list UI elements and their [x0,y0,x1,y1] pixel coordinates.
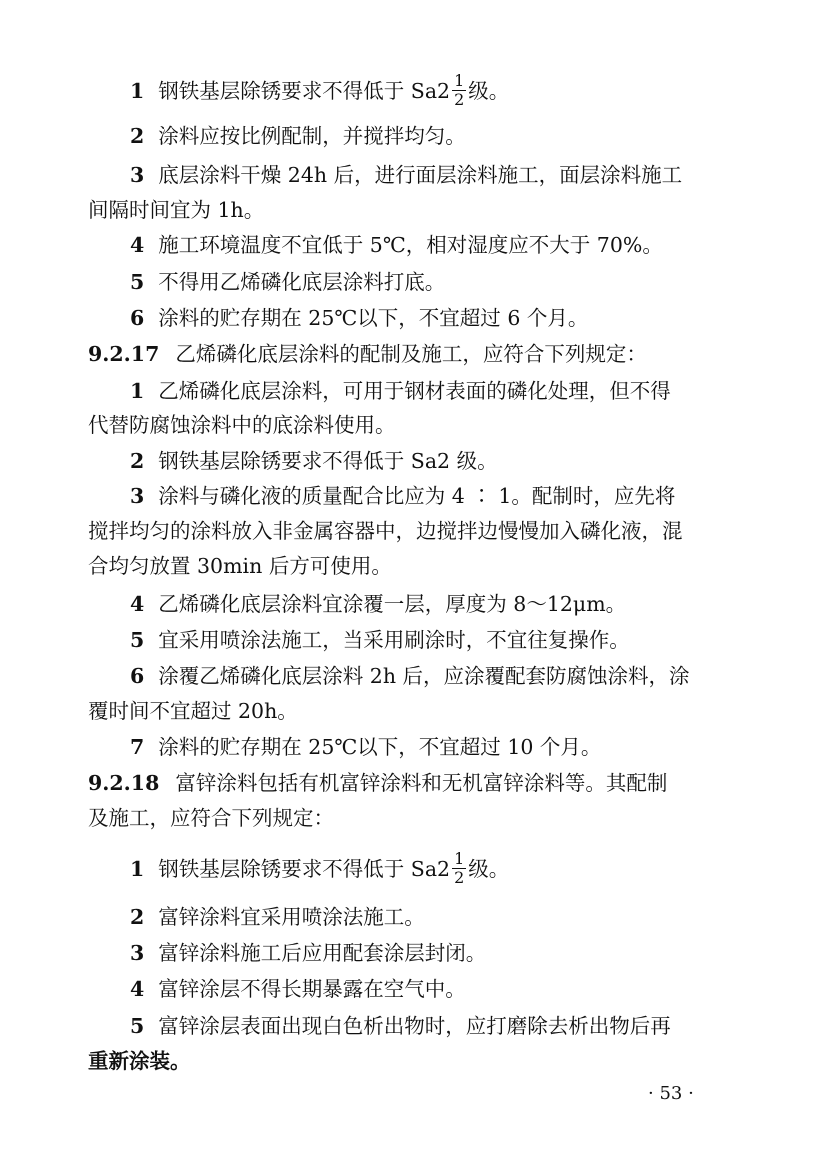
continuation-line: 搅拌均匀的涂料放入非金属容器中，边搅拌边慢慢加入磷化液，混 [88,519,683,543]
list-item: 3 涂料与磷化液的质量配合比应为 4 ∶ 1。配制时，应先将 [130,484,676,508]
item-text: 涂料的贮存期在 25℃以下，不宜超过 10 个月。 [158,735,602,759]
item-text: 宜采用喷涂法施工，当采用刷涂时，不宜往复操作。 [158,628,630,652]
list-item: 5 不得用乙烯磷化底层涂料打底。 [130,270,446,294]
item-text-tail: 级。 [468,79,510,103]
clause-text: 乙烯磷化底层涂料的配制及施工，应符合下列规定： [175,342,647,366]
list-item [130,71,510,111]
list-item: 1 钢铁基层除锈要求不得低于 Sa2 $\frac{1}{2}$ 级。 [130,849,510,887]
list-item: 2 富锌涂料宜采用喷涂法施工。 [130,905,425,929]
clause-number: 9.2.18 [88,771,160,795]
item-text: 涂料的贮存期在 25℃以下，不宜超过 6 个月。 [158,306,589,330]
item-text: 富锌涂料宜采用喷涂法施工。 [158,905,425,929]
list-item: 4 施工环境温度不宜低于 5℃，相对湿度应不大于 70%。 [130,233,663,257]
list-item: 6 涂料的贮存期在 25℃以下，不宜超过 6 个月。 [130,306,589,330]
item-text: 乙烯磷化底层涂料宜涂覆一层，厚度为 8～12μm。 [158,592,627,616]
list-item: 6 涂覆乙烯磷化底层涂料 2h 后，应涂覆配套防腐蚀涂料，涂 [130,664,690,688]
continuation-line: 覆时间不宜超过 20h。 [88,699,298,723]
item-text: 底层涂料干燥 24h 后，进行面层涂料施工，面层涂料施工 [158,163,683,187]
continuation-line: 间隔时间宜为 1h。 [88,198,265,222]
item-text: 富锌涂层不得长期暴露在空气中。 [158,977,466,1001]
item-text: 涂覆乙烯磷化底层涂料 2h 后，应涂覆配套防腐蚀涂料，涂 [158,664,690,688]
list-item: 2 涂料应按比例配制，并搅拌均匀。 [130,124,466,148]
list-item: 5 富锌涂层表面出现白色析出物时，应打磨除去析出物后再 [130,1014,671,1038]
page-number: · 53 · [648,1083,694,1104]
item-text: 施工环境温度不宜低于 5℃，相对湿度应不大于 70%。 [158,233,663,257]
item-text: 涂料与磷化液的质量配合比应为 4 ∶ 1。配制时，应先将 [158,484,676,508]
item-text: 不得用乙烯磷化底层涂料打底。 [158,270,446,294]
clause-heading [88,769,667,797]
list-item: 5 宜采用喷涂法施工，当采用刷涂时，不宜往复操作。 [130,628,630,652]
item-text: 涂料应按比例配制，并搅拌均匀。 [158,124,466,148]
item-text: 钢铁基层除锈要求不得低于 Sa2 级。 [158,449,498,473]
list-item: 4 乙烯磷化底层涂料宜涂覆一层，厚度为 8～12μm。 [130,592,627,616]
item-text: 富锌涂层表面出现白色析出物时，应打磨除去析出物后再 [158,1014,671,1038]
clause-heading [88,340,647,368]
continuation-line: 代替防腐蚀涂料中的底涂料使用。 [88,413,396,437]
clause-text: 富锌涂料包括有机富锌涂料和无机富锌涂料等。其配制 [175,771,668,795]
list-item: 2 钢铁基层除锈要求不得低于 Sa2 级。 [130,449,498,473]
item-number: 1 [130,79,145,103]
item-text: 富锌涂料施工后应用配套涂层封闭。 [158,941,487,965]
list-item: 1 乙烯磷化底层涂料，可用于钢材表面的磷化处理，但不得 [130,379,671,403]
list-item: 3 富锌涂料施工后应用配套涂层封闭。 [130,941,487,965]
item-text: 钢铁基层除锈要求不得低于 Sa2 [158,79,451,103]
continuation-line: 合均匀放置 30min 后方可使用。 [88,554,392,578]
continuation-line: 重新涂装。 [88,1049,191,1073]
fraction: $\frac{1}{2}$ [454,71,465,109]
clause-number: 9.2.17 [88,342,160,366]
list-item: 3 底层涂料干燥 24h 后，进行面层涂料施工，面层涂料施工 [130,163,683,187]
list-item: 7 涂料的贮存期在 25℃以下，不宜超过 10 个月。 [130,735,602,759]
fraction: $\frac{1}{2}$ [454,849,465,887]
item-text: 乙烯磷化底层涂料，可用于钢材表面的磷化处理，但不得 [158,379,671,403]
continuation-line: 及施工，应符合下列规定： [88,806,334,830]
item-text-tail: 级。 [468,857,510,881]
item-text: 钢铁基层除锈要求不得低于 Sa2 [158,857,451,881]
list-item: 4 富锌涂层不得长期暴露在空气中。 [130,977,466,1001]
